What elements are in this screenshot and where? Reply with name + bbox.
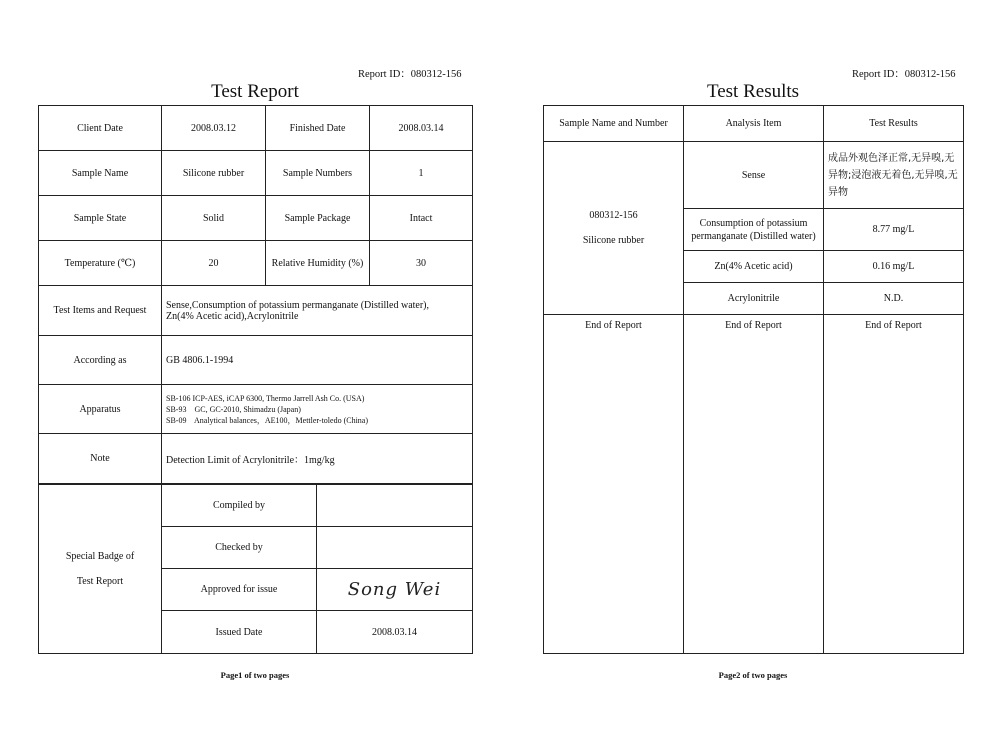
sample-number: 080312-156 [589, 210, 638, 221]
special-badge-line-1: Special Badge of [65, 551, 135, 562]
report-id: Report ID：080312-156 [358, 69, 462, 80]
test-report-table [38, 105, 473, 484]
approval-table [38, 484, 473, 654]
result-row-item: Zn(4% Acetic acid) [684, 251, 824, 283]
special-badge-line-2: Test Report [76, 576, 124, 587]
header-item: Analysis Item [684, 106, 824, 142]
page-title-2: Test Results [706, 81, 800, 102]
end-of-report: End of Report [684, 315, 824, 654]
according-label: According as [39, 336, 162, 385]
note-value: Detection Limit of Acrylonitrile：1mg/kg [162, 434, 473, 484]
test-items-value [162, 286, 473, 336]
client-date-label: Client Date [39, 106, 162, 151]
header-result: Test Results [824, 106, 964, 142]
apparatus-value [162, 385, 473, 434]
temperature-value: 20 [162, 241, 266, 286]
apparatus-line-1: SB-106 ICP-AES, iCAP 6300, Thermo Jarrell Ash Co. (USA) [166, 393, 365, 403]
sample-cell [544, 142, 684, 315]
page-footer: Page1 of two pages [220, 670, 290, 680]
result-row-item: Sense [684, 142, 824, 209]
according-value: GB 4806.1-1994 [162, 336, 473, 385]
page-footer-2: Page2 of two pages [718, 670, 788, 680]
client-date-value: 2008.03.12 [162, 106, 266, 151]
sample-numbers-label: Sample Numbers [266, 151, 370, 196]
test-items-line-2: Zn(4% Acetic acid),Acrylonitrile [166, 310, 299, 322]
finished-date-label: Finished Date [266, 106, 370, 151]
test-results-table [543, 105, 964, 654]
checked-by-value [317, 527, 473, 569]
end-of-report: End of Report [824, 315, 964, 654]
special-badge-label [39, 485, 162, 654]
sample-state-value: Solid [162, 196, 266, 241]
apparatus-line-3: SB-09 Analytical balances，AE100，Mettler-toledo (China) [166, 415, 369, 425]
approved-signature [317, 569, 473, 611]
result-row-value: 8.77 mg/L [824, 209, 964, 251]
issued-date-value: 2008.03.14 [317, 611, 473, 654]
page-title: Test Report [211, 81, 299, 102]
sample-name-label: Sample Name [39, 151, 162, 196]
approved-label: Approved for issue [162, 569, 317, 611]
apparatus-label: Apparatus [39, 385, 162, 434]
result-row-item: Acrylonitrile [684, 283, 824, 315]
sample-package-value: Intact [370, 196, 473, 241]
compiled-by-label: Compiled by [162, 485, 317, 527]
header-sample: Sample Name and Number [544, 106, 684, 142]
sample-package-label: Sample Package [266, 196, 370, 241]
result-row-value: 0.16 mg/L [824, 251, 964, 283]
apparatus-line-2: SB-93 GC, GC-2010, Shimadzu (Japan) [166, 404, 301, 414]
sample-name: Silicone rubber [582, 235, 645, 246]
report-id-2: Report ID：080312-156 [852, 69, 956, 80]
result-row-value: N.D. [824, 283, 964, 315]
humidity-value: 30 [370, 241, 473, 286]
compiled-by-value [317, 485, 473, 527]
signature: Song Wei [347, 579, 442, 600]
result-row-value: 成品外观色泽正常,无异嗅,无异物;浸泡液无着色,无异嗅,无异物 [824, 142, 964, 209]
test-items-label: Test Items and Request [39, 286, 162, 336]
issued-date-label: Issued Date [162, 611, 317, 654]
temperature-label: Temperature (℃) [39, 241, 162, 286]
test-items-line-1: Sense,Consumption of potassium permanganate (Distilled water), [166, 299, 430, 311]
checked-by-label: Checked by [162, 527, 317, 569]
result-row-item: Consumption of potassium permanganate (Distilled water) [684, 209, 824, 251]
sample-name-value: Silicone rubber [162, 151, 266, 196]
sample-state-label: Sample State [39, 196, 162, 241]
finished-date-value: 2008.03.14 [370, 106, 473, 151]
sample-numbers-value: 1 [370, 151, 473, 196]
note-label: Note [39, 434, 162, 484]
humidity-label: Relative Humidity (%) [266, 241, 370, 286]
end-of-report: End of Report [544, 315, 684, 654]
